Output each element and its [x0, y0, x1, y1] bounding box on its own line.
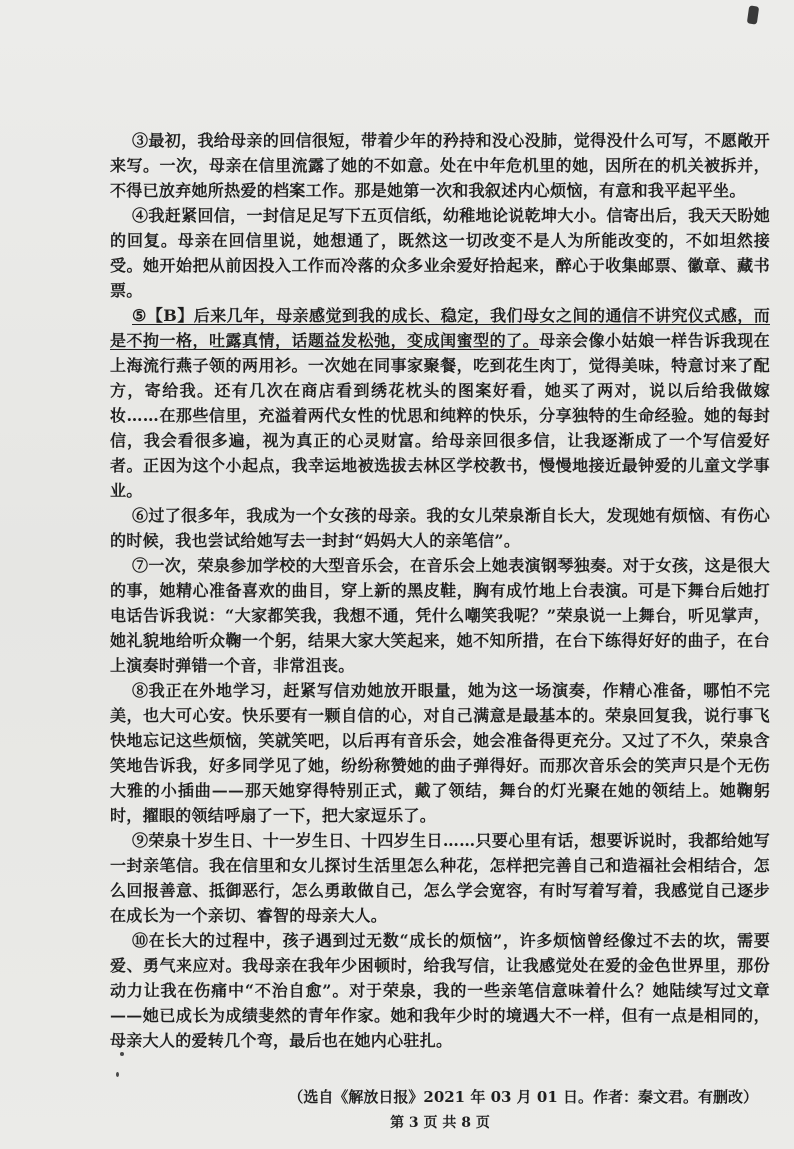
paragraph-6: ⑥过了很多年，我成为一个女孩的母亲。我的女儿荣泉渐自长大，发现她有烦恼、有伤心的时候，我也尝试给她写去一封封“妈妈大人的亲笔信”。: [110, 506, 770, 550]
paragraph-9: ⑨荣泉十岁生日、十一岁生日、十四岁生日……只要心里有话，想要诉说时，我都给她写一封亲笔信。我在信里和女儿探讨生活里怎么种花，怎样把完善自己和造福社会相结合，怎么回报善意、抵御恶行，怎么勇敢做自己，怎么学会宽容，有时写着写着，我感觉自己逐步在成长为一个亲切、睿智的母亲大人。: [110, 831, 770, 925]
paragraph-8: ⑧我正在外地学习，赶紧写信劝她放开眼量，她为这一场演奏，作精心准备，哪怕不完美，也大可心安。快乐要有一颗自信的心，对自己满意是最基本的。荣泉回复我，说行事飞快地忘记这些烦恼，笑就笑吧，以后再有音乐会，她会准备得更充分。又过了不久，荣泉含笑地告诉我，好多同学见了她，纷纷称赞她的曲子弹得好。而那次音乐会的笑声只是个无伤大雅的小插曲——那天她穿得特别正式，戴了领结，舞台的灯光聚在她的领结上。她鞠躬时，擢眼的领结呼扇了一下，把大家逗乐了。: [110, 681, 770, 825]
paragraph-5-rest: 母亲会像小姑娘一样告诉我现在上海流行燕子领的两用衫。一次她在同事家聚餐，吃到花生肉丁，觉得美味，特意讨来了配方，寄给我。还有几次在商店看到绣花枕头的图案好看，她买了两对，说以后给我做嫁妆……在那些信里，充溢着两代女性的忧思和纯粹的快乐，分享独特的生命经验。她的每封信，我会看很多遍，视为真正的心灵财富。给母亲回很多信，让我逐渐成了一个写信爱好者。正因为这个小起点，我幸运地被选拔去林区学校教书，慢慢地接近最钟爱的儿童文学事业。: [110, 331, 770, 500]
article-source: （选自《解放日报》2021 年 03 月 01 日。作者：秦文君。有删改）: [288, 1088, 758, 1106]
paragraph-10: ⑩在长大的过程中，孩子遇到过无数“成长的烦恼”，许多烦恼曾经像过不去的坎，需要爱、勇气来应对。我母亲在我年少困顿时，给我写信，让我感觉处在爱的金色世界里，那份动力让我在伤痛中“不治自愈”。对于荣泉，我的一些亲笔信意味着什么？她陆续写过文章——她已成长为成绩斐然的青年作家。她和我年少时的境遇大不一样，但有一点是相同的，母亲大人的爱转几个弯，最后也在她内心驻扎。: [110, 931, 770, 1050]
paragraph-7: ⑦一次，荣泉参加学校的大型音乐会，在音乐会上她表演钢琴独奏。对于女孩，这是很大的事，她精心准备喜欢的曲目，穿上新的黑皮鞋，胸有成竹地上台表演。可是下舞台后她打电话告诉我说：“大家都笑我，我想不通，凭什么嘲笑我呢？”荣泉说一上舞台，听见掌声，她礼貌地给听众鞠一个躬，结果大家大笑起来，她不知所措，在台下练得好好的曲子，在台上演奏时弹错一个音，非常沮丧。: [110, 556, 770, 675]
paragraph-4: ④我赶紧回信，一封信足足写下五页信纸，幼稚地论说乾坤大小。信寄出后，我天天盼她的回复。母亲在回信里说，她想通了，既然这一切改变不是人为所能改变的，不如坦然接受。她开始把从前因投入工作而冷落的众多业余爱好拾起来，醉心于收集邮票、徽章、藏书票。: [110, 206, 770, 300]
page-number: 第 3 页 共 8 页: [390, 1115, 490, 1131]
scan-mark: [747, 5, 759, 24]
paragraph-5: [110, 303, 770, 503]
underlined-sentence-b: ⑤【B】后来几年，母亲感觉到我的成长、稳定，我们母女之间的通信不讲究仪式感，而是不拘一格，吐露真情，话题益发松弛，变成闺蜜型的了。: [110, 306, 770, 350]
article-body: [110, 128, 770, 1131]
scan-speck: [116, 1072, 119, 1077]
paragraph-3: ③最初，我给母亲的回信很短，带着少年的矜持和没心没肺，觉得没什么可写，不愿敞开来写。一次，母亲在信里流露了她的不如意。处在中年危机里的她，因所在的机关被拆并，不得已放弃她所热爱的档案工作。那是她第一次和我叙述内心烦恼，有意和我平起平坐。: [110, 131, 770, 200]
